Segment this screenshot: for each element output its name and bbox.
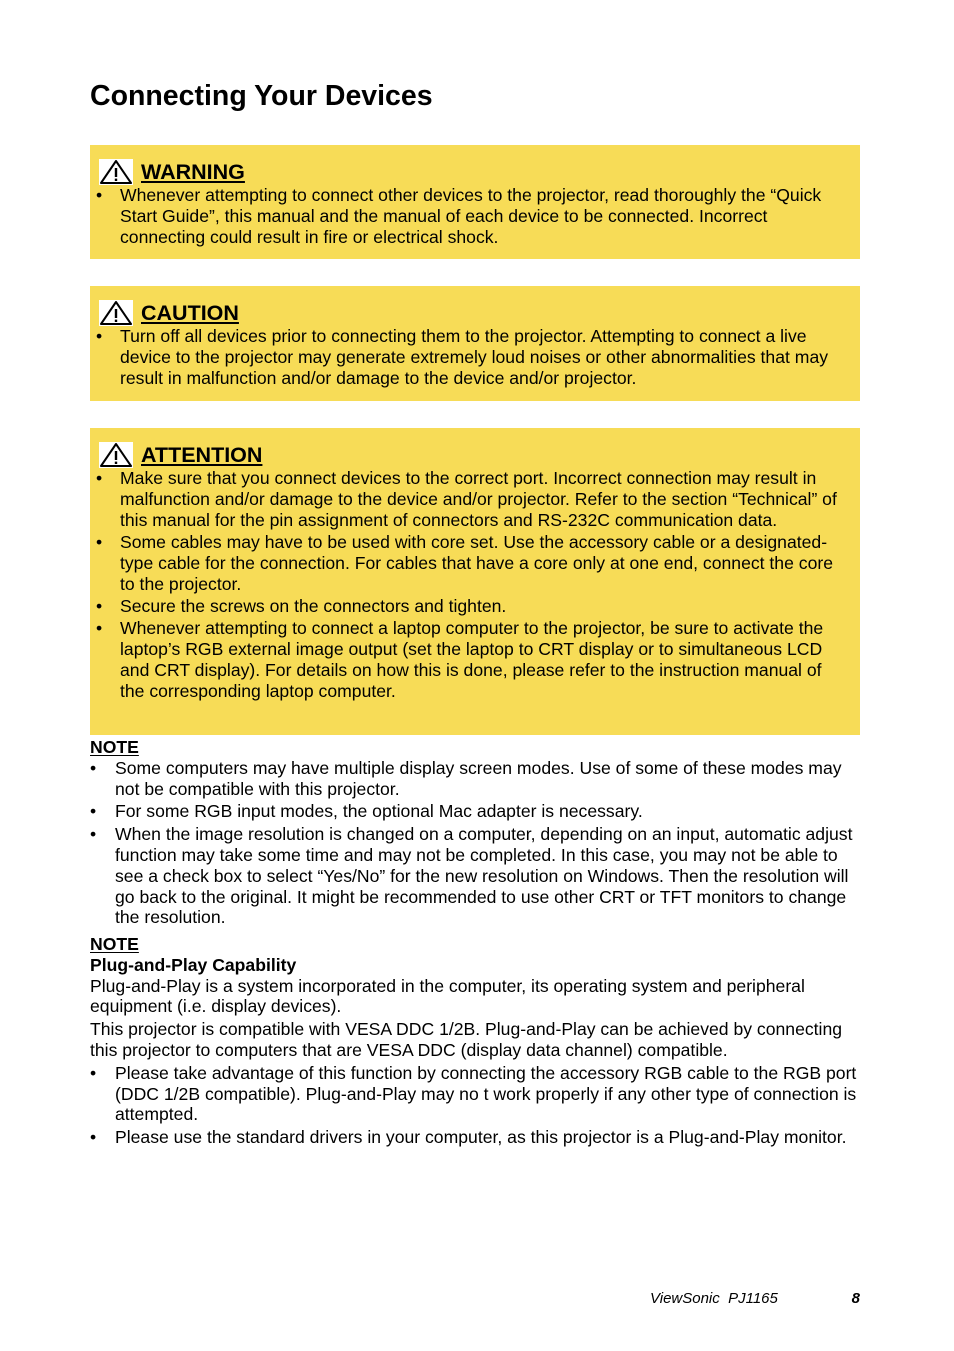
list-item: • Secure the screws on the connectors and tighten. [96,595,507,616]
attention-box [90,428,860,735]
warning-triangle-icon [99,300,133,326]
caution-heading: CAUTION [141,300,239,325]
note-list [90,758,865,928]
warning-triangle-icon [99,442,133,468]
attention-heading: ATTENTION [141,442,263,467]
list-item: • When the image resolution is changed on a computer, depending on an input, automatic adjust function may take some time and may not be completed. In this case, you may not be able to see a check box to select “Yes/No” for the new resolution on Windows. Then the resolution will go back to the original. It might be recommended to use other CRT or TFT monitors to change the resolution. [90,824,853,928]
caution-box [90,286,860,401]
list-item: • Whenever attempting to connect other devices to the projector, read thoroughly the “Quick Start Guide”, this manual and the manual of each device to be connected. Incorrect connecting could result in fire or electrical shock. [96,185,822,247]
paragraph: Plug-and-Play is a system incorporated in the computer, its operating system and peripheral equipment (i.e. display devices). [90,975,805,1017]
list-item: • Please use the standard drivers in your computer, as this projector is a Plug-and-Play monitor. [90,1127,847,1148]
note-title: NOTE [90,737,139,757]
list-item: • Make sure that you connect devices to the correct port. Incorrect connection may result in malfunction and/or damage to the device and/or projector. Refer to the section “Technical” of this manual for the pin assignment of connectors and RS-232C communication data. [96,468,837,530]
warning-list [94,185,850,247]
plug-and-play-heading: Plug-and-Play Capability [90,954,297,975]
attention-heading-row [99,442,850,468]
list-item: • Whenever attempting to connect a laptop computer to the projector, be sure to activate the laptop’s RGB external image output (set the laptop to CRT display or to simultaneous LCD and CRT display). For details on how this is done, please refer to the instruction manual of the corresponding laptop computer. [96,618,824,701]
caution-list [94,326,850,388]
list-item: • For some RGB input modes, the optional Mac adapter is necessary. [90,801,643,822]
note-title: NOTE [90,934,139,954]
page-footer [650,1290,860,1307]
note-list [90,1063,865,1148]
list-item: • Some computers may have multiple display screen modes. Use of some of these modes may not be compatible with this projector. [90,757,842,799]
page-title: Connecting Your Devices [90,80,433,112]
footer-brand: ViewSonic PJ1165 [650,1290,778,1307]
caution-heading-row [99,300,850,326]
attention-list [94,468,850,702]
note-section-2 [90,934,865,1148]
warning-heading-row [99,159,850,185]
warning-heading: WARNING [141,159,245,184]
list-item: • Please take advantage of this function by connecting the accessory RGB cable to the RGB port (DDC 1/2B compatible). Plug-and-Play may no t work properly if any other type of connection is attempted. [90,1062,857,1125]
list-item: • Turn off all devices prior to connecting them to the projector. Attempting to connect a live device to the projector may generate extremely loud noises or other abnormalities that may result in malfunction and/or damage to the device and/or projector. [96,326,829,388]
paragraph: This projector is compatible with VESA DDC 1/2B. Plug-and-Play can be achieved by connecting this projector to computers that are VESA DDC (display data channel) compatible. [90,1019,843,1060]
list-item: • Some cables may have to be used with core set. Use the accessory cable or a designated-type cable for the connection. For cables that have a core only at one end, connect the core to the projector. [96,531,833,594]
warning-triangle-icon [99,159,133,185]
warning-box [90,145,860,259]
page-number: 8 [851,1290,860,1307]
note-section-1 [90,737,865,928]
